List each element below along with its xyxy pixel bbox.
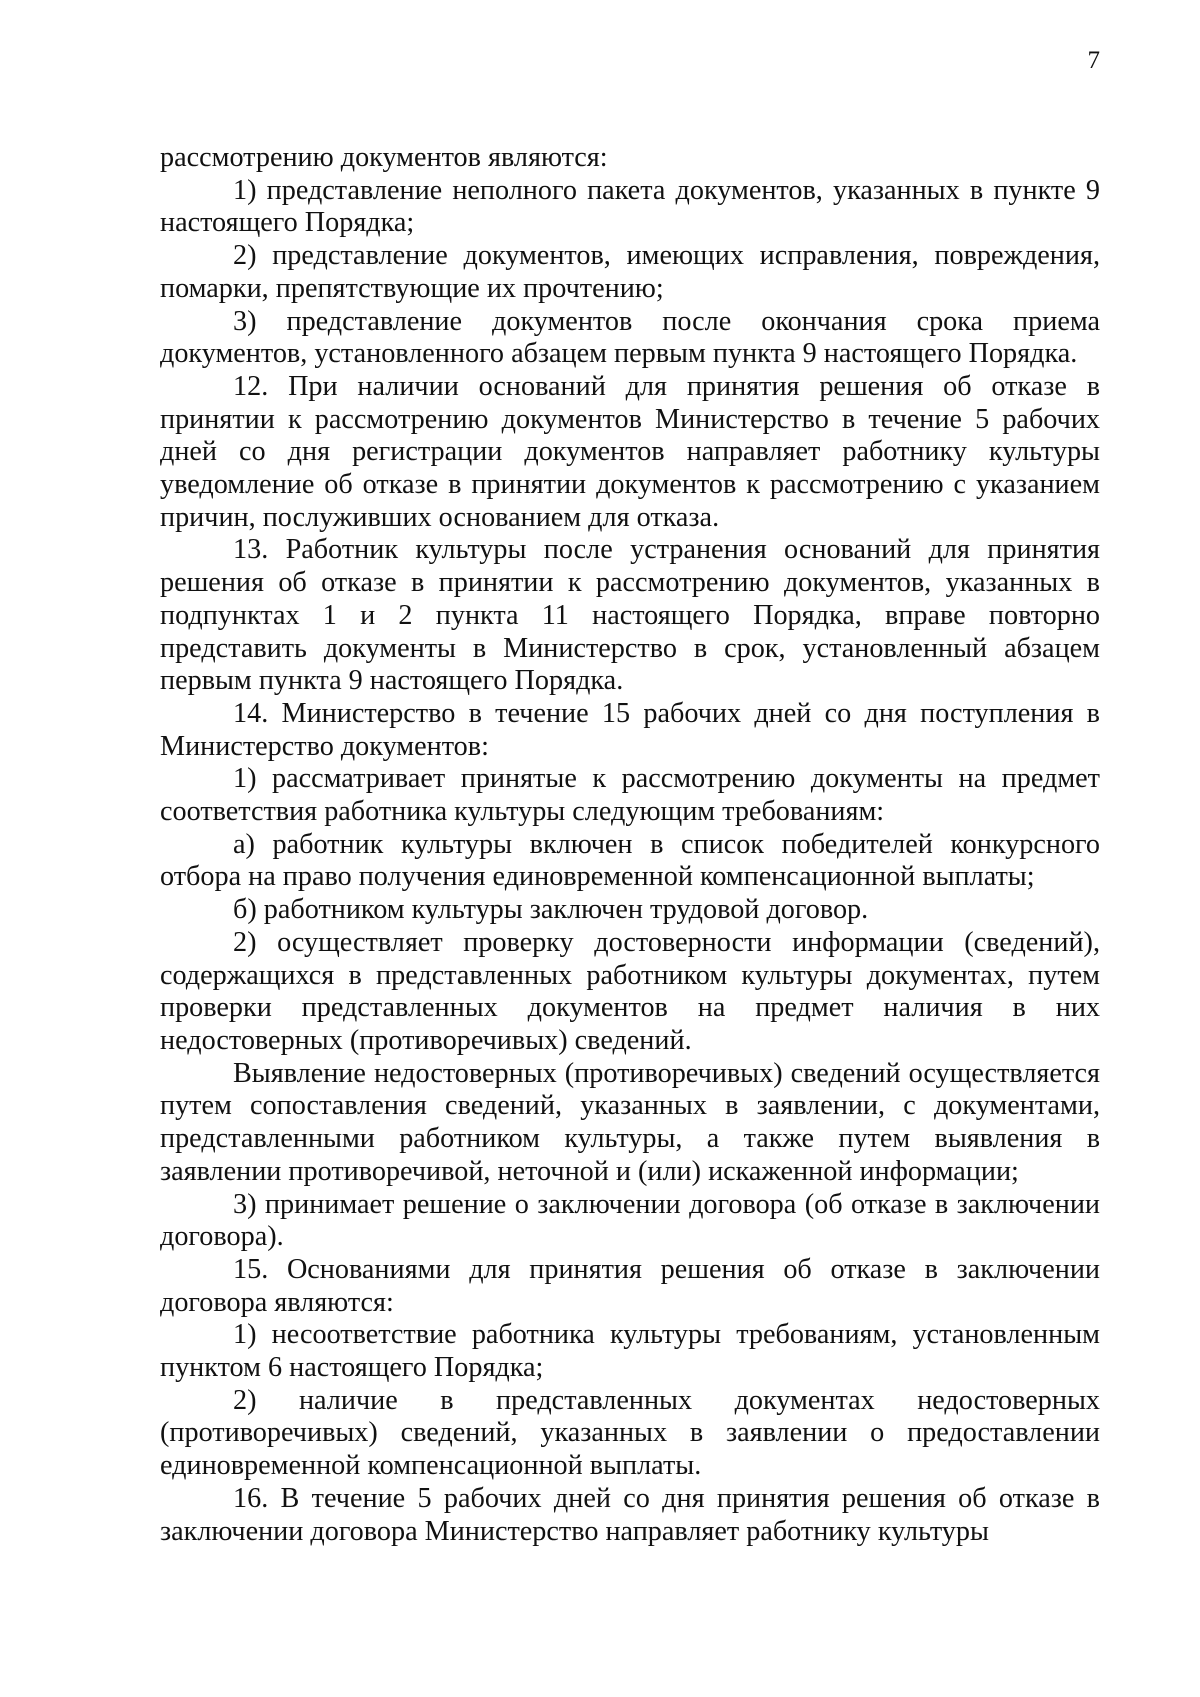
paragraph-15-item-2: 2) наличие в представленных документах недостоверных (противоречивых) сведений, указанных в заявлении о предоставлении единовременной компенсационной выплаты. — [160, 1384, 1100, 1482]
paragraph-14-item-1: 1) рассматривает принятые к рассмотрению документы на предмет соответствия работника культуры следующим требованиям: — [160, 763, 1100, 828]
paragraph-14-item-3: 3) принимает решение о заключении договора (об отказе в заключении договора). — [160, 1188, 1100, 1253]
paragraph-15: 15. Основаниями для принятия решения об отказе в заключении договора являются: — [160, 1253, 1100, 1318]
paragraph-11-item-2: 2) представление документов, имеющих исправления, повреждения, помарки, препятствующие их прочтению; — [160, 240, 1100, 304]
paragraph-14: 14. Министерство в течение 15 рабочих дней со дня поступления в Министерство документов: — [160, 697, 1100, 762]
paragraph-16: 16. В течение 5 рабочих дней со дня принятия решения об отказе в заключении договора Министерство направляет работнику культуры — [160, 1482, 1100, 1547]
document-body — [160, 142, 1100, 1548]
paragraph-15-item-1: 1) несоответствие работника культуры требованиям, установленным пунктом 6 настоящего Порядка; — [160, 1319, 1100, 1384]
paragraph-14-item-2: 2) осуществляет проверку достоверности информации (сведений), содержащихся в представленных работником культуры документах, путем проверки представленных документов на предмет наличия в них недостоверных (противоречивых) сведений. — [160, 926, 1100, 1056]
paragraph-14-item-1-a: а) работник культуры включен в список победителей конкурсного отбора на право получения единовременной компенсационной выплаты; — [160, 828, 1100, 893]
paragraph-14-item-2-detail: Выявление недостоверных (противоречивых) сведений осуществляется путем сопоставления сведений, указанных в заявлении, с документами, представленными работником культуры, а также путем выявления в заявлении противоречивой, неточной и (или) искаженной информации; — [160, 1057, 1100, 1187]
paragraph-14-item-1-b: б) работником культуры заключен трудовой договор. — [233, 894, 869, 926]
page-number: 7 — [1087, 47, 1100, 74]
paragraph-11-item-1: 1) представление неполного пакета документов, указанных в пункте 9 настоящего Порядка; — [160, 174, 1100, 239]
paragraph-13: 13. Работник культуры после устранения оснований для принятия решения об отказе в принятии к рассмотрению документов, указанных в подпунктах 1 и 2 пункта 11 настоящего Порядка, вправе повторно представить документы в Министерство в срок, установленный абзацем первым пункта 9 настоящего Порядка. — [160, 534, 1100, 697]
paragraph-11-item-3: 3) представление документов после окончания срока приема документов, установленного абзацем первым пункта 9 настоящего Порядка. — [160, 305, 1100, 370]
paragraph-12: 12. При наличии оснований для принятия решения об отказе в принятии к рассмотрению документов Министерство в течение 5 рабочих дней со дня регистрации документов направляет работнику культуры уведомление об отказе в принятии документов к рассмотрению с указанием причин, послуживших основанием для отказа. — [160, 370, 1100, 533]
paragraph-continuation: рассмотрению документов являются: — [160, 142, 608, 173]
